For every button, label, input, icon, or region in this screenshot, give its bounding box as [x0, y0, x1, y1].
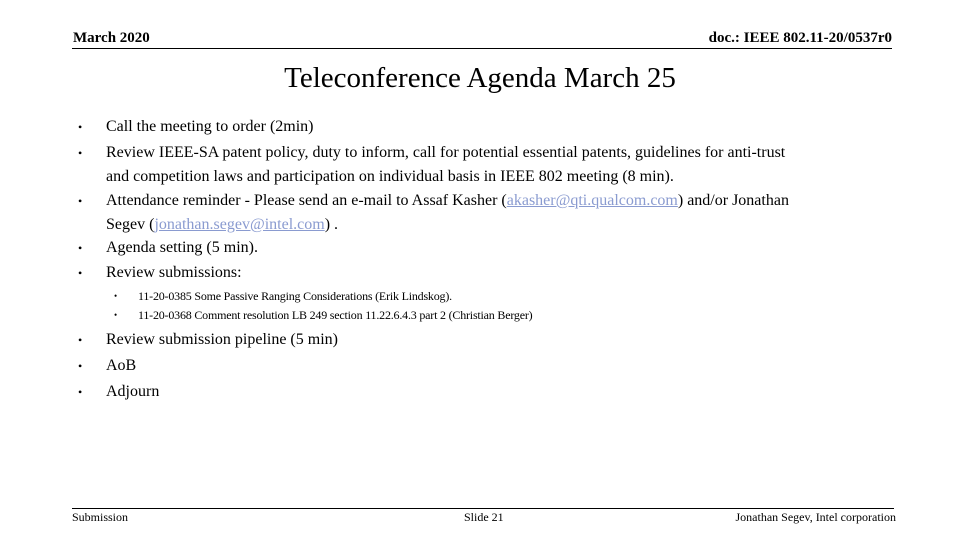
bullet-icon: •: [78, 333, 83, 347]
header-doc-id: doc.: IEEE 802.11-20/0537r0: [708, 30, 892, 46]
agenda-item-text: Review IEEE-SA patent policy, duty to inform, call for potential essential patents, guidelines for anti-trust and competition laws and participation on individual basis in IEEE 802 meeting (8 min).: [106, 144, 786, 185]
footer-slide-number: Slide 21: [464, 510, 504, 524]
agenda-item-text: Review submissions:: [106, 264, 242, 281]
bullet-icon: •: [114, 310, 118, 320]
footer-author: Jonathan Segev, Intel corporation: [735, 510, 896, 524]
bullet-icon: •: [78, 385, 83, 399]
agenda-item-text: Adjourn: [106, 383, 160, 400]
header-date: March 2020: [73, 30, 150, 46]
sub-item-text: 11-20-0385 Some Passive Ranging Considerations (Erik Lindskog).: [138, 289, 452, 303]
bullet-icon: •: [78, 266, 83, 280]
sub-item-text: 11-20-0368 Comment resolution LB 249 section 11.22.6.4.3 part 2 (Christian Berger): [138, 308, 533, 322]
bullet-icon: •: [114, 291, 118, 301]
agenda-item-text: Agenda setting (5 min).: [106, 239, 258, 256]
footer-submission: Submission: [72, 510, 129, 524]
agenda-item-text: Call the meeting to order (2min): [106, 118, 314, 135]
bullet-icon: •: [78, 146, 83, 160]
slide-title: Teleconference Agenda March 25: [284, 62, 676, 94]
agenda-item-text: Attendance reminder - Please send an e-mail to Assaf Kasher (akasher@qti.qualcom.com) and/or Jonathan Segev (jonathan.segev@intel.com) .: [106, 192, 789, 233]
email-link-jsegev[interactable]: jonathan.segev@intel.com: [154, 216, 325, 233]
bullet-icon: •: [78, 120, 83, 134]
agenda-item-text: AoB: [106, 357, 137, 374]
footer-rule: [72, 508, 894, 509]
agenda-item-text: Review submission pipeline (5 min): [106, 331, 338, 348]
bullet-icon: •: [78, 194, 83, 208]
bullet-icon: •: [78, 241, 83, 255]
email-link-akasher[interactable]: akasher@qti.qualcom.com: [506, 192, 678, 209]
bullet-icon: •: [78, 359, 83, 373]
